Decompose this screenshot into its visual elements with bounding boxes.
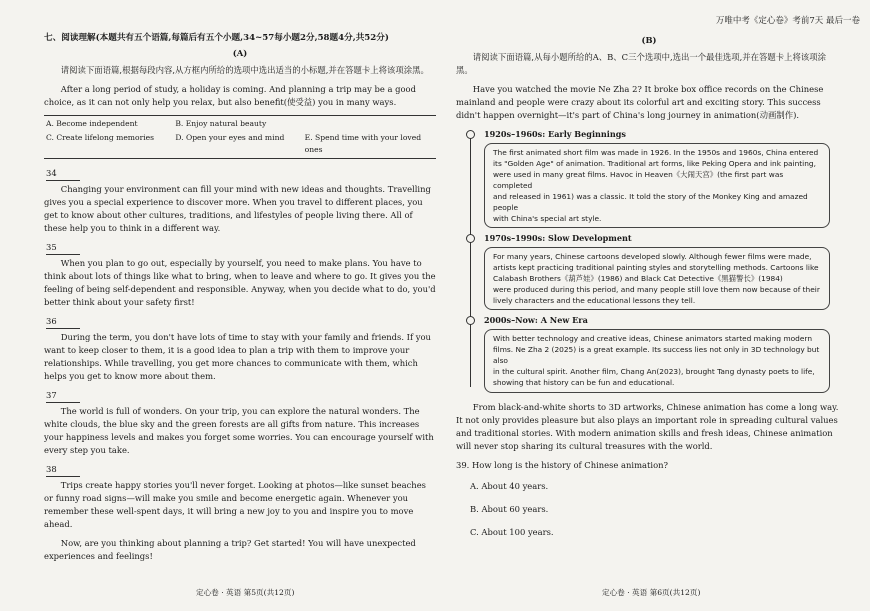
answer-option-a[interactable]: A. About 40 years. (470, 480, 549, 491)
paragraph-35 (44, 241, 436, 309)
answer-option-c[interactable]: C. About 100 years. (470, 526, 554, 537)
era-title: 2000s–Now: A New Era (484, 315, 588, 326)
answer-options (456, 480, 842, 539)
animation-timeline (484, 128, 830, 392)
era-line: with China's special art style. (493, 214, 602, 224)
answer-option-b[interactable]: B. About 60 years. (470, 503, 549, 514)
era-textbox (484, 329, 830, 393)
timeline-line (470, 132, 471, 386)
era-line: The first animated short film was made in 1926. In the 1950s and 1960s, China entered (493, 147, 819, 157)
part-a-instruction: 请阅读下面语篇,根据每段内容,从方框内所给的选项中选出适当的小标题,并在答题卡上将该项涂黑。 (60, 65, 429, 76)
question-39: 39. How long is the history of Chinese animation? (456, 459, 669, 470)
option-a: A. Become independent (46, 119, 138, 129)
left-page (44, 32, 436, 569)
paragraph-text: When you plan to go out, especially by yourself, you need to make plans. You have to think about lots of things like what to bring, when to leave and where to go. It gives you the feeling of being self-dependent and responsible. Anyway, when you decide what to do, you'd better think about your safety first! (44, 257, 436, 307)
timeline-dot-icon (466, 130, 475, 139)
paragraph-text: During the term, you don't have lots of time to stay with your family and friends. If you want to keep closer to them, it is a good idea to plan a trip with them to improve your relationships. While travelling, you get more chances to communicate with them, which helps you get to know more about them. (44, 331, 431, 381)
part-b-closing: From black-and-white shorts to 3D artworks, Chinese animation has come a long way. It not only provides pleasure but also plays an important role in spreading cultural values and traditional stories. With modern animation skills and fresh ideas, Chinese animation will never stop sharing its cultural treasures with the world. (456, 401, 839, 451)
era-line: For many years, Chinese cartoons developed slowly. Although fewer films were made, (493, 251, 812, 261)
option-empty (305, 118, 434, 130)
paragraph-38 (44, 463, 436, 531)
era-line: were produced during this period, and many people still love them now because of their (493, 285, 820, 295)
paragraph-36 (44, 315, 436, 383)
heading-options-box (44, 115, 436, 158)
era-title: 1970s–1990s: Slow Development (484, 233, 632, 244)
section-title: 七、阅读理解(本题共有五个语篇,每篇后有五个小题,34~57每小题2分,58题4分,共52分) (44, 33, 389, 43)
era-line: and released in 1961) was a classic. It told the story of the Monkey King and amazed people (493, 192, 808, 213)
era-line: were used in many great films. Havoc in Heaven《大闹天宫》(the first part was completed (493, 169, 784, 190)
era-line: its "Golden Age" of animation. Traditional art forms, like Peking Opera and ink painting, (493, 158, 816, 168)
paragraph-37 (44, 389, 436, 457)
era-line: With better technology and creative ideas, Chinese animators started making modern (493, 334, 813, 343)
era-line: showing that history can be fun and educational. (493, 378, 675, 388)
part-a-intro: After a long period of study, a holiday is coming. And planning a trip may be a good choice, as it can not only help you relax, but also benefit(使受益) you in many ways. (44, 84, 416, 108)
era-line: lively characters and the educational lessons they tell. (493, 296, 696, 306)
option-d: D. Open your eyes and mind (175, 133, 285, 143)
part-a-closing: Now, are you thinking about planning a trip? Get started! You will have unexpected experiences and feelings! (44, 538, 416, 562)
blank-number: 37 (46, 389, 80, 403)
blank-number: 35 (46, 241, 80, 255)
era-new-era (484, 314, 830, 392)
part-b-instruction: 请阅读下面语篇,从每小题所给的A、B、C三个选项中,选出一个最佳选项,并在答题卡上将该项涂黑。 (456, 52, 827, 76)
blank-number: 38 (46, 463, 80, 477)
blank-number: 34 (46, 167, 80, 181)
right-page (456, 32, 842, 549)
part-a-label: (A) (232, 48, 248, 59)
blank-number: 36 (46, 315, 80, 329)
part-b-intro: Have you watched the movie Ne Zha 2? It broke box office records on the Chinese mainland and people were crazy about its colorful art and exciting story. This success didn't happen overnight—it's part of China's long journey in animation(动画制作). (456, 84, 824, 121)
era-slow-development (484, 232, 830, 310)
part-b-label: (B) (641, 35, 657, 45)
era-line: artists kept practicing traditional painting styles and storytelling methods. Cartoons like (493, 263, 819, 273)
left-page-footer: 定心卷 · 英语 第5页(共12页) (196, 588, 295, 597)
paragraph-text: The world is full of wonders. On your trip, you can explore the natural wonders. The white clouds, the blue sky and the green forests are all gifts from nature. This increases your happiness levels and makes you forget some worries. You can encourage yourself with every step you take. (44, 405, 434, 455)
paragraph-text: Trips create happy stories you'll never forget. Looking at photos—like sunset beaches or funny road signs—will make you smile and become energetic again. Whenever you remember these well-spent days, it will bring a new joy to you and inspire you to move ahead. (44, 480, 426, 530)
option-c: C. Create lifelong memories (46, 133, 155, 143)
paragraph-text: Changing your environment can fill your mind with new ideas and thoughts. Travelling gives you a special experience to discover more. When you travel to different places, you get to know about other cultures, traditions, and lifestyles of people living there. All of these help you to think in a different way. (44, 183, 431, 233)
timeline-dot-icon (466, 234, 475, 243)
era-line: Calabash Brothers《葫芦娃》(1986) and Black Cat Detective《黑猫警长》(1984) (493, 274, 783, 284)
era-title: 1920s–1960s: Early Beginnings (484, 129, 626, 140)
option-b: B. Enjoy natural beauty (175, 119, 267, 129)
era-line: in the cultural spirit. Another film, Chang An(2023), brought Tang dynasty poets to life, (493, 367, 815, 377)
era-line: films. Ne Zha 2 (2025) is a great example. Its success lies not only in 3D technology but also (493, 345, 820, 366)
era-textbox (484, 247, 830, 311)
timeline-dot-icon (466, 316, 475, 325)
exam-header-title: 万唯中考《定心卷》考前7天 最后一卷 (715, 16, 860, 26)
right-page-footer: 定心卷 · 英语 第6页(共12页) (602, 588, 701, 597)
paragraph-34 (44, 167, 436, 235)
option-e: E. Spend time with your loved ones (304, 133, 422, 154)
era-early-beginnings (484, 128, 830, 228)
era-textbox (484, 143, 830, 229)
